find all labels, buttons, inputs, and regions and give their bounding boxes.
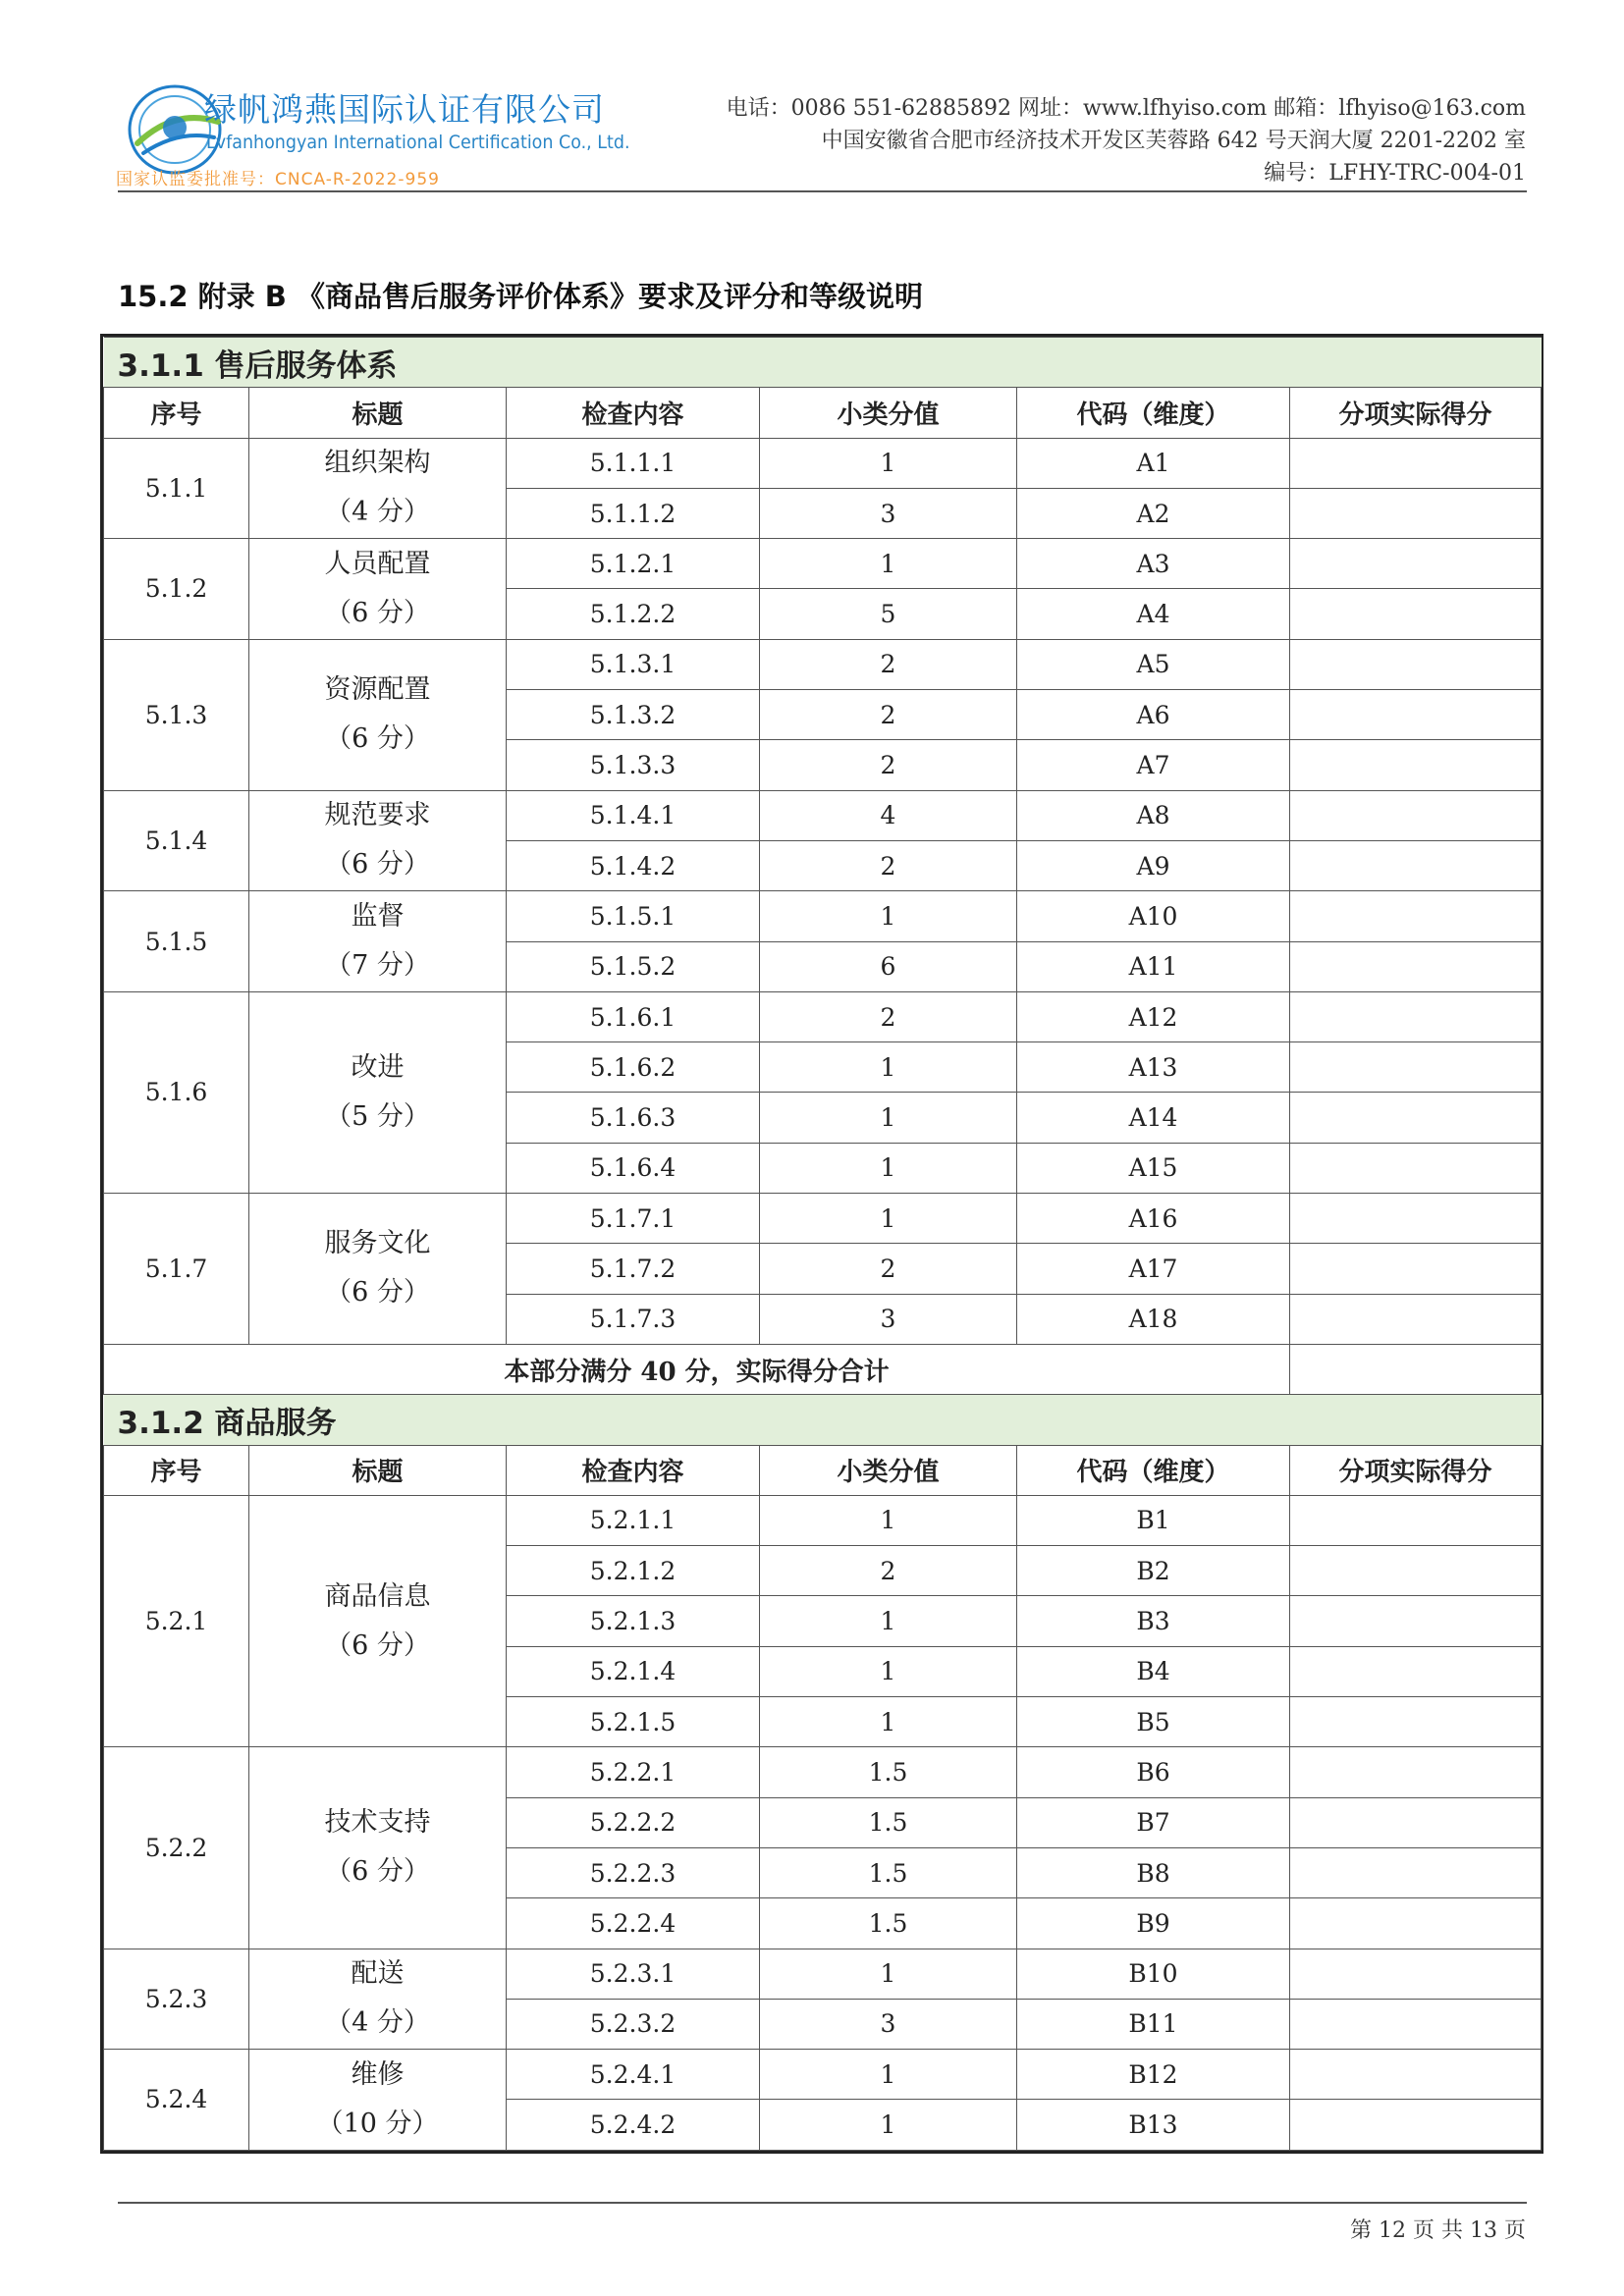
header-divider [118, 190, 1527, 192]
contact-line: 电话：0086 551-62885892 网址：www.lfhyiso.com 邮箱：lfhyiso@163.com [726, 96, 1526, 121]
total-row [104, 1344, 1542, 1394]
actual-score-cell[interactable] [1290, 1596, 1542, 1646]
sub-score: 3 [760, 1999, 1017, 2049]
section-seq: 5.2.3 [104, 1949, 249, 2050]
column-header: 小类分值 [760, 388, 1017, 438]
check-content: 5.2.1.2 [507, 1546, 760, 1596]
actual-score-cell[interactable] [1290, 1898, 1542, 1949]
check-content: 5.2.2.2 [507, 1797, 760, 1847]
check-content: 5.1.1.2 [507, 488, 760, 538]
actual-score-cell[interactable] [1290, 2100, 1542, 2150]
dimension-code: A13 [1017, 1042, 1290, 1093]
sub-score: 3 [760, 488, 1017, 538]
actual-score-cell[interactable] [1290, 991, 1542, 1041]
sub-score: 1 [760, 2100, 1017, 2150]
dimension-code: A16 [1017, 1194, 1290, 1244]
dimension-code: A10 [1017, 891, 1290, 941]
actual-score-cell[interactable] [1290, 438, 1542, 488]
actual-score-cell[interactable] [1290, 1697, 1542, 1747]
section-seq: 5.1.3 [104, 639, 249, 790]
section-seq: 5.1.5 [104, 891, 249, 992]
check-content: 5.1.4.1 [507, 790, 760, 840]
dimension-code: A8 [1017, 790, 1290, 840]
column-header: 小类分值 [760, 1445, 1017, 1495]
section-points: （6 分） [325, 1856, 430, 1888]
section-title-cell [249, 539, 507, 640]
actual-score-cell[interactable] [1290, 1847, 1542, 1897]
dimension-code: B12 [1017, 2050, 1290, 2100]
contact-block [727, 92, 1526, 189]
sub-score: 2 [760, 991, 1017, 1041]
section-points: （5 分） [325, 1100, 430, 1132]
actual-score-cell[interactable] [1290, 1797, 1542, 1847]
table-row [104, 1747, 1542, 1797]
check-content: 5.1.5.2 [507, 941, 760, 991]
sub-score: 2 [760, 840, 1017, 890]
company-name-cn: 绿帆鸿燕国际认证有限公司 [204, 90, 605, 129]
section-title-cell [249, 991, 507, 1193]
section-seq: 5.2.4 [104, 2050, 249, 2151]
check-content: 5.1.1.1 [507, 438, 760, 488]
section-seq: 5.2.1 [104, 1495, 249, 1746]
table-row [104, 991, 1542, 1041]
dimension-code: A12 [1017, 991, 1290, 1041]
sub-score: 1 [760, 2050, 1017, 2100]
actual-score-cell[interactable] [1290, 1194, 1542, 1244]
table-row [104, 1949, 1542, 1999]
sub-score: 2 [760, 1244, 1017, 1294]
actual-score-cell[interactable] [1290, 1244, 1542, 1294]
section-name: 监督 [351, 901, 405, 933]
sub-score: 2 [760, 1546, 1017, 1596]
column-header: 检查内容 [507, 1445, 760, 1495]
column-header: 分项实际得分 [1290, 1445, 1542, 1495]
column-header: 检查内容 [507, 388, 760, 438]
section-points: （7 分） [325, 950, 430, 982]
approval-number: 国家认监委批准号：CNCA-R-2022-959 [116, 170, 440, 189]
section-seq: 5.1.2 [104, 539, 249, 640]
sub-score: 1 [760, 1596, 1017, 1646]
section-name: 维修 [351, 2058, 405, 2090]
column-header-row [104, 388, 1542, 438]
group-header-row [104, 1395, 1542, 1445]
group-header-row [104, 338, 1542, 388]
column-header: 序号 [104, 388, 249, 438]
sub-score: 1.5 [760, 1747, 1017, 1797]
check-content: 5.2.2.4 [507, 1898, 760, 1949]
dimension-code: B10 [1017, 1949, 1290, 1999]
group-title: 3.1.1 售后服务体系 [104, 338, 1542, 388]
actual-score-cell[interactable] [1290, 941, 1542, 991]
sub-score: 1 [760, 1949, 1017, 1999]
section-title-cell [249, 1194, 507, 1345]
check-content: 5.1.7.3 [507, 1294, 760, 1344]
sub-score: 1 [760, 1042, 1017, 1093]
dimension-code: A2 [1017, 488, 1290, 538]
actual-score-cell[interactable] [1290, 1143, 1542, 1193]
section-title-cell [249, 438, 507, 539]
check-content: 5.2.4.1 [507, 2050, 760, 2100]
evaluation-table [100, 334, 1543, 2154]
section-title-cell [249, 1495, 507, 1746]
table-row [104, 790, 1542, 840]
column-header: 标题 [249, 1445, 507, 1495]
check-content: 5.2.4.2 [507, 2100, 760, 2150]
dimension-code: A18 [1017, 1294, 1290, 1344]
dimension-code: B2 [1017, 1546, 1290, 1596]
dimension-code: A15 [1017, 1143, 1290, 1193]
dimension-code: A6 [1017, 690, 1290, 740]
sub-score: 1 [760, 1194, 1017, 1244]
dimension-code: A4 [1017, 589, 1290, 639]
sub-score: 1.5 [760, 1847, 1017, 1897]
total-label: 本部分满分 40 分，实际得分合计 [104, 1344, 1290, 1394]
actual-score-cell[interactable] [1290, 690, 1542, 740]
sub-score: 1 [760, 539, 1017, 589]
section-name: 技术支持 [324, 1807, 431, 1839]
dimension-code: A17 [1017, 1244, 1290, 1294]
check-content: 5.1.2.1 [507, 539, 760, 589]
company-logo [116, 77, 630, 192]
sub-score: 1.5 [760, 1898, 1017, 1949]
check-content: 5.1.7.2 [507, 1244, 760, 1294]
section-seq: 5.1.4 [104, 790, 249, 891]
table-row [104, 2050, 1542, 2100]
section-name: 改进 [351, 1051, 405, 1083]
check-content: 5.1.6.1 [507, 991, 760, 1041]
sub-score: 1.5 [760, 1797, 1017, 1847]
actual-score-cell[interactable] [1290, 1294, 1542, 1344]
check-content: 5.1.6.4 [507, 1143, 760, 1193]
sub-score: 1 [760, 1143, 1017, 1193]
section-title-cell [249, 1949, 507, 2050]
section-points: （10 分） [316, 2108, 439, 2139]
column-header: 分项实际得分 [1290, 388, 1542, 438]
sub-score: 2 [760, 690, 1017, 740]
section-title-cell [249, 790, 507, 891]
section-seq: 5.1.1 [104, 438, 249, 539]
check-content: 5.2.3.1 [507, 1949, 760, 1999]
dimension-code: A5 [1017, 639, 1290, 689]
section-name: 资源配置 [324, 674, 431, 706]
check-content: 5.1.5.1 [507, 891, 760, 941]
section-points: （6 分） [325, 1277, 430, 1308]
table-row [104, 891, 1542, 941]
dimension-code: B5 [1017, 1697, 1290, 1747]
check-content: 5.2.1.3 [507, 1596, 760, 1646]
section-seq: 5.1.7 [104, 1194, 249, 1345]
section-points: （4 分） [325, 2007, 430, 2039]
section-title: 15.2 附录 B 《商品售后服务评价体系》要求及评分和等级说明 [118, 280, 923, 313]
address-line: 中国安徽省合肥市经济技术开发区芙蓉路 642 号天润大厦 2201-2202 室 [821, 129, 1526, 153]
table-row [104, 639, 1542, 689]
column-header: 标题 [249, 388, 507, 438]
dimension-code: B13 [1017, 2100, 1290, 2150]
section-name: 商品信息 [324, 1580, 431, 1612]
table-row [104, 1495, 1542, 1545]
check-content: 5.2.2.3 [507, 1847, 760, 1897]
section-points: （4 分） [325, 497, 430, 528]
footer-divider [118, 2202, 1527, 2204]
dimension-code: B8 [1017, 1847, 1290, 1897]
actual-score-cell[interactable] [1290, 840, 1542, 890]
sub-score: 2 [760, 639, 1017, 689]
check-content: 5.1.6.2 [507, 1042, 760, 1093]
column-header: 代码（维度） [1017, 388, 1290, 438]
section-title-cell [249, 1747, 507, 1949]
sub-score: 1 [760, 438, 1017, 488]
check-content: 5.1.2.2 [507, 589, 760, 639]
sub-score: 6 [760, 941, 1017, 991]
actual-score-cell[interactable] [1290, 1999, 1542, 2049]
dimension-code: B7 [1017, 1797, 1290, 1847]
table-row [104, 1194, 1542, 1244]
check-content: 5.1.4.2 [507, 840, 760, 890]
column-header-row [104, 1445, 1542, 1495]
section-title-cell [249, 2050, 507, 2151]
dimension-code: B3 [1017, 1596, 1290, 1646]
section-name: 规范要求 [324, 800, 431, 831]
dimension-code: B4 [1017, 1646, 1290, 1696]
sub-score: 1 [760, 1646, 1017, 1696]
check-content: 5.2.3.2 [507, 1999, 760, 2049]
sub-score: 1 [760, 891, 1017, 941]
actual-score-cell[interactable] [1290, 1949, 1542, 1999]
actual-score-cell[interactable] [1290, 1546, 1542, 1596]
column-header: 代码（维度） [1017, 1445, 1290, 1495]
table-row [104, 438, 1542, 488]
section-title-cell [249, 891, 507, 992]
document-number: 编号：LFHY-TRC-004-01 [1264, 161, 1526, 186]
section-seq: 5.2.2 [104, 1747, 249, 1949]
check-content: 5.2.1.4 [507, 1646, 760, 1696]
table-row [104, 539, 1542, 589]
group-title: 3.1.2 商品服务 [104, 1395, 1542, 1445]
sub-score: 3 [760, 1294, 1017, 1344]
section-name: 人员配置 [324, 548, 431, 579]
actual-score-cell[interactable] [1290, 539, 1542, 589]
dimension-code: B11 [1017, 1999, 1290, 2049]
section-points: （6 分） [325, 1629, 430, 1661]
check-content: 5.1.3.3 [507, 740, 760, 790]
actual-score-cell[interactable] [1290, 740, 1542, 790]
dimension-code: B1 [1017, 1495, 1290, 1545]
section-name: 服务文化 [324, 1228, 431, 1259]
actual-score-cell[interactable] [1290, 1042, 1542, 1093]
dimension-code: B9 [1017, 1898, 1290, 1949]
check-content: 5.1.7.1 [507, 1194, 760, 1244]
sub-score: 2 [760, 740, 1017, 790]
column-header: 序号 [104, 1445, 249, 1495]
actual-score-cell[interactable] [1290, 1646, 1542, 1696]
company-name-en: Lvfanhongyan International Certification Co., Ltd. [206, 132, 630, 153]
section-points: （6 分） [325, 597, 430, 628]
actual-score-cell[interactable] [1290, 1495, 1542, 1545]
dimension-code: B6 [1017, 1747, 1290, 1797]
section-title-cell [249, 639, 507, 790]
dimension-code: A7 [1017, 740, 1290, 790]
dimension-code: A1 [1017, 438, 1290, 488]
sub-score: 1 [760, 1495, 1017, 1545]
page-number: 第 12 页 共 13 页 [1350, 2218, 1526, 2243]
actual-score-cell[interactable] [1290, 1093, 1542, 1143]
actual-score-cell[interactable] [1290, 891, 1542, 941]
actual-score-cell[interactable] [1290, 589, 1542, 639]
dimension-code: A14 [1017, 1093, 1290, 1143]
section-seq: 5.1.6 [104, 991, 249, 1193]
sub-score: 4 [760, 790, 1017, 840]
actual-score-cell[interactable] [1290, 639, 1542, 689]
check-content: 5.2.1.1 [507, 1495, 760, 1545]
actual-score-cell[interactable] [1290, 488, 1542, 538]
section-name: 组织架构 [324, 448, 431, 479]
actual-score-cell[interactable] [1290, 2050, 1542, 2100]
check-content: 5.1.3.2 [507, 690, 760, 740]
actual-score-cell[interactable] [1290, 1747, 1542, 1797]
sub-score: 1 [760, 1093, 1017, 1143]
dimension-code: A3 [1017, 539, 1290, 589]
section-name: 配送 [351, 1958, 405, 1990]
actual-score-cell[interactable] [1290, 790, 1542, 840]
section-points: （6 分） [325, 849, 430, 881]
check-content: 5.2.2.1 [507, 1747, 760, 1797]
check-content: 5.1.3.1 [507, 639, 760, 689]
check-content: 5.2.1.5 [507, 1697, 760, 1747]
total-score-cell[interactable] [1290, 1344, 1542, 1394]
sub-score: 5 [760, 589, 1017, 639]
dimension-code: A9 [1017, 840, 1290, 890]
check-content: 5.1.6.3 [507, 1093, 760, 1143]
section-points: （6 分） [325, 723, 430, 755]
dimension-code: A11 [1017, 941, 1290, 991]
sub-score: 1 [760, 1697, 1017, 1747]
